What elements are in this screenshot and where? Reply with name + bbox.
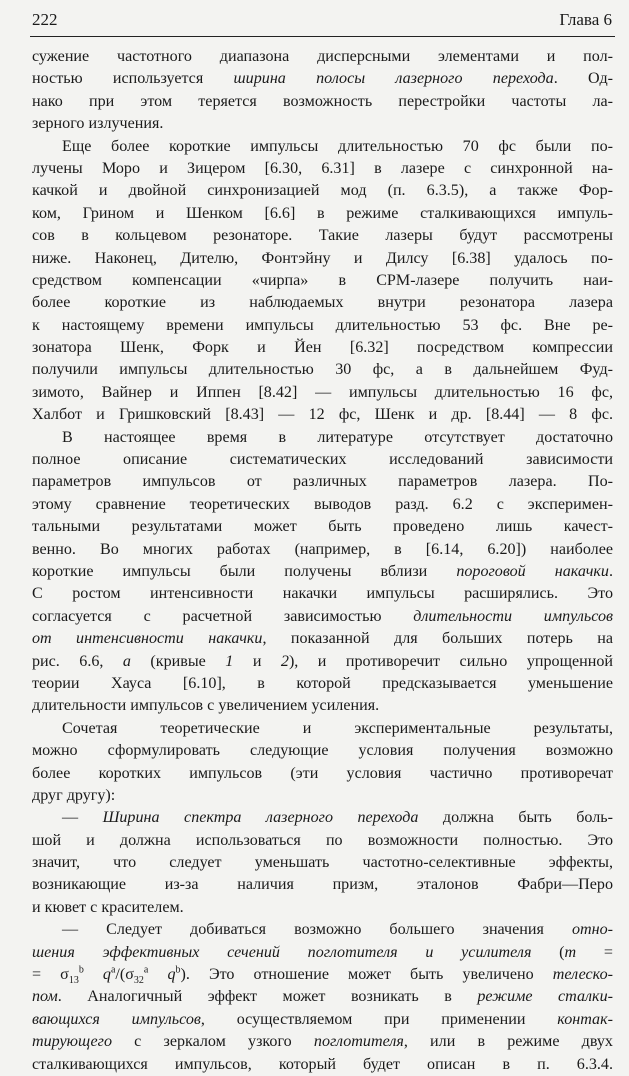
text-run: В настоящее время в литературе отсутствует достаточно [62, 428, 613, 446]
text-run: тальными результатами может быть проведено лишь качест- [32, 518, 613, 536]
text-line [32, 740, 613, 762]
text-line [32, 874, 613, 896]
text-line [32, 561, 613, 583]
italic-run: вающихся импульсов [32, 1010, 201, 1028]
text-line [32, 359, 613, 381]
text-line [32, 427, 613, 449]
text-line [32, 315, 613, 337]
text-run: сужение частотного диапазона дисперсными элементами и пол- [32, 48, 613, 65]
text-line [32, 673, 613, 695]
body-text [32, 46, 613, 1076]
text-run: теории Хауса [6.10], в которой предсказывается уменьшение [32, 674, 613, 692]
text-line [32, 897, 613, 919]
text-run: зимото, Вайнер и Иппен [8.42] — импульсы длительностью 16 фс, [32, 383, 613, 401]
italic-run: отно- [571, 921, 613, 939]
italic-run: от интенсивности накачки [32, 630, 263, 648]
text-line [32, 248, 613, 270]
italic-run: поглотителя [313, 1033, 404, 1051]
text-run: (кривые [130, 652, 226, 670]
text-run: . Од- [553, 70, 613, 88]
text-line [32, 203, 613, 225]
text-run: полное описание систематических исследований зависимости [32, 451, 613, 469]
text-run: шой и должна использоваться по возможности полностью. Это [32, 831, 613, 849]
subscript: 13 [68, 975, 79, 987]
text-line [32, 46, 613, 68]
text-run: длительности импульсов с увеличением усиления. [32, 697, 380, 715]
text-line [32, 942, 613, 964]
text-line [32, 471, 613, 493]
text-run: должна быть боль- [418, 809, 613, 827]
text-run: лучены Моро и Зицером [6.30, 6.31] в лазере с синхронной на- [32, 159, 613, 177]
text-run: ( [531, 943, 565, 961]
italic-run: а [122, 652, 131, 670]
text-run [148, 966, 167, 983]
text-line [32, 337, 613, 359]
paragraph-5 [32, 807, 613, 919]
text-run: более короткие из наблюдаемых внутри резонатора лазера [32, 294, 613, 312]
paragraph-6 [32, 919, 613, 1076]
text-line [32, 1054, 613, 1076]
text-run: качкой и двойной синхронизацией мод (п. 6.3.5), а также Фор- [32, 182, 613, 200]
text-line [32, 919, 613, 941]
italic-run: телеско- [552, 966, 613, 984]
text-run: ком, Грином и Шенком [6.6] в режиме сталкивающихся импуль- [32, 204, 613, 222]
superscript: a [110, 964, 116, 976]
text-run: ностью используется [32, 70, 234, 88]
text-line [32, 830, 613, 852]
text-run: и [233, 652, 281, 670]
text-run: получили импульсы длительностью 30 фс, а в дальнейшем Фуд- [32, 361, 613, 379]
text-run [84, 966, 103, 983]
text-run: к настоящему времени импульсы длительностью 53 фс. Вне ре- [32, 316, 613, 334]
text-run: согласуется с расчетной зависимостью [32, 607, 414, 625]
text-line [32, 628, 613, 650]
text-line [32, 583, 613, 605]
text-run: параметров импульсов от различных параметров лазера. По- [32, 473, 613, 491]
text-run: нако при этом теряется возможность перестройки частоты ла- [32, 92, 613, 110]
text-run: зонатора Шенк, Форк и Йен [6.32] посредством компрессии [32, 339, 613, 357]
text-line [32, 718, 613, 740]
text-run: значит, что следует уменьшать частотно-селективные эффекты, [32, 854, 613, 872]
text-run: Халбот и Гришковский [8.43] — 12 фс, Шенк и др. [8.44] — 8 фс. [32, 406, 613, 424]
italic-run: пом [32, 988, 58, 1006]
text-line [32, 91, 613, 113]
text-run: /(σ [115, 966, 134, 984]
subscript: 32 [133, 975, 144, 987]
text-line [32, 225, 613, 247]
text-line [32, 986, 613, 1008]
italic-run: ширина полосы лазерного перехода [233, 70, 554, 88]
text-run: . [608, 562, 613, 580]
text-line [32, 651, 613, 673]
text-run: венно. Во многих работах (например, в [6.14, 6.20]) наиболее [32, 540, 613, 558]
text-run: можно сформулировать следующие условия получения возможно [32, 742, 613, 760]
paragraph-2 [32, 136, 613, 427]
text-line [32, 136, 613, 158]
text-line [32, 449, 613, 471]
text-run: — Следует добиваться возможно большего значения [62, 921, 572, 939]
text-line [32, 763, 613, 785]
text-run: , или в режиме двух [403, 1033, 613, 1051]
text-line [32, 1031, 613, 1053]
text-run: . Аналогичный эффект может возникать в [57, 988, 478, 1006]
text-run: средством компенсации «чирпа» в CPM-лазере получить наи- [32, 271, 613, 289]
text-run: рис. 6.6, [32, 652, 123, 670]
italic-run: m [564, 943, 577, 961]
text-line [32, 695, 613, 717]
text-line [32, 404, 613, 426]
text-line [32, 68, 613, 90]
text-run: = σ [32, 966, 69, 984]
text-run: с зеркалом узкого [112, 1033, 314, 1051]
text-line [32, 180, 613, 202]
paragraph-1 [32, 46, 613, 136]
text-run: = [576, 943, 613, 961]
paragraph-3 [32, 427, 613, 718]
text-run: ниже. Наконец, Дителю, Фонтэйну и Дилсу [6.38] удалось по- [32, 249, 613, 267]
text-run: Сочетая теоретические и экспериментальные результаты, [62, 719, 613, 737]
text-run: более коротких импульсов (эти условия частично противоречат [32, 764, 613, 782]
text-line [32, 494, 613, 516]
text-run: сов в кольцевом резонаторе. Такие лазеры будут рассмотрены [32, 227, 613, 245]
text-line [32, 785, 613, 807]
page-number: 222 [32, 10, 58, 29]
text-run: зерного излучения. [32, 115, 164, 133]
text-line [32, 113, 613, 135]
text-run: ). Это отношение может быть увеличено [180, 966, 553, 984]
text-run: и кювет с красителем. [32, 898, 184, 916]
text-run: друг другу): [32, 786, 116, 804]
italic-run: 1 [225, 652, 234, 670]
italic-run: q [167, 966, 176, 984]
text-line [32, 158, 613, 180]
text-line [32, 382, 613, 404]
text-line [32, 539, 613, 561]
superscript: b [175, 964, 181, 976]
text-line [32, 964, 613, 986]
italic-run: контак- [557, 1010, 613, 1028]
text-line [32, 1009, 613, 1031]
text-line [32, 852, 613, 874]
text-run: Еще более короткие импульсы длительностью 70 фс были по- [62, 137, 613, 155]
text-run: С ростом интенсивности накачки импульсы расширялись. Это [32, 585, 613, 603]
italic-run: длительности импульсов [413, 607, 613, 625]
text-line [32, 270, 613, 292]
italic-run: q [102, 966, 111, 984]
text-run: ), и противоречит сильно упрощенной [288, 652, 613, 670]
chapter-title: Глава 6 [559, 10, 612, 29]
italic-run: пороговой накачки [456, 562, 609, 580]
italic-run: Ширина спектра лазерного перехода [102, 809, 419, 827]
italic-run: тирующего [32, 1033, 113, 1051]
italic-run: режиме сталки- [477, 988, 613, 1006]
text-run: короткие импульсы были получены вблизи [32, 562, 457, 580]
text-run: — [62, 809, 103, 827]
superscript: a [143, 964, 149, 976]
italic-run: 2 [280, 652, 289, 670]
text-run: сталкивающихся импульсов, который будет описан в п. 6.3.4. [32, 1055, 613, 1073]
superscript: b [78, 964, 84, 976]
text-run: возникающие из-за наличия призм, эталонов Фабри—Перо [32, 876, 613, 894]
header-rule [30, 36, 615, 37]
text-run: , осуществляемом при применении [200, 1010, 558, 1028]
text-line [32, 516, 613, 538]
text-run: , показанной для больших потерь на [262, 630, 613, 648]
text-line [32, 807, 613, 829]
text-run: этому сравнение теоретических выводов разд. 6.2 с эксперимен- [32, 495, 613, 513]
italic-run: шения эффективных сечений поглотителя и усилителя [32, 943, 532, 961]
paragraph-4 [32, 718, 613, 808]
text-line [32, 292, 613, 314]
text-line [32, 606, 613, 628]
